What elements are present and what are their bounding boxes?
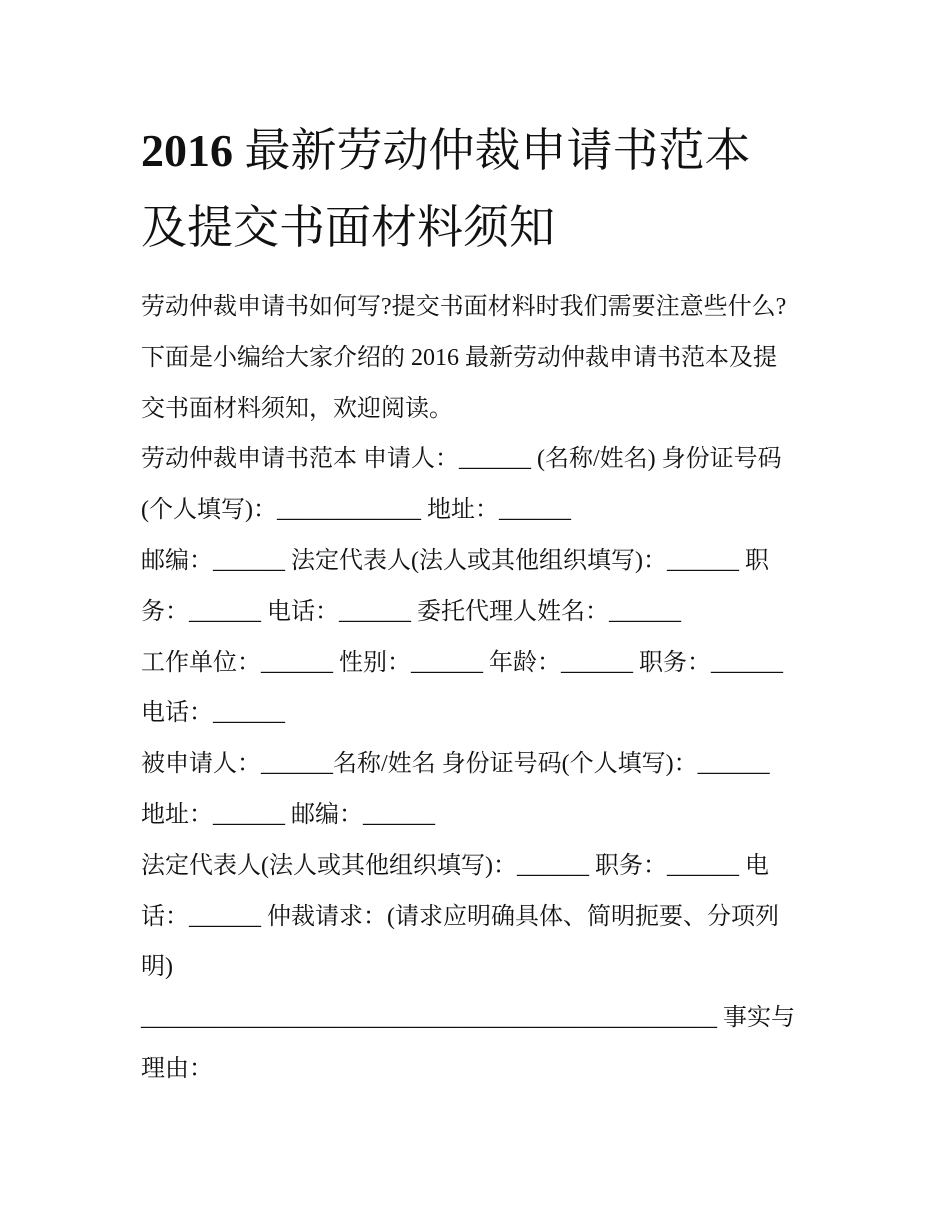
intro-line: 交书面材料须知，欢迎阅读。 (141, 395, 453, 422)
document-title (141, 112, 751, 266)
form-line: 话：______ 仲裁请求：(请求应明确具体、简明扼要、分项列 (141, 903, 779, 930)
form-line: 务：______ 电话：______ 委托代理人姓名：______ (141, 598, 681, 625)
form-line: 地址：______ 邮编：______ (141, 801, 435, 828)
form-line: (个人填写)：____________ 地址：______ (141, 497, 571, 524)
form-line: 明) (141, 954, 173, 981)
intro-line: 劳动仲裁申请书如何写?提交书面材料时我们需要注意些什么? (141, 294, 787, 320)
form-line: 劳动仲裁申请书范本 申请人：______ (名称/姓名) 身份证号码 (141, 446, 782, 473)
form-line: 被申请人：______名称/姓名 身份证号码(个人填写)：______ (141, 751, 770, 778)
form-line: 理由： (141, 1055, 213, 1082)
title-line-2: 及提交书面材料须知 (141, 202, 555, 253)
form-line: ________________________________________________ 事实与 (141, 1005, 795, 1032)
form-line: 邮编：______ 法定代表人(法人或其他组织填写)：______ 职 (141, 547, 769, 574)
form-line: 工作单位：______ 性别：______ 年龄：______ 职务：______ (141, 649, 783, 676)
form-line: 法定代表人(法人或其他组织填写)：______ 职务：______ 电 (141, 852, 769, 879)
form-line: 电话：______ (141, 700, 285, 727)
title-line-1 (141, 112, 751, 189)
document-body (141, 282, 821, 1095)
intro-line: 下面是小编给大家介绍的 2016 最新劳动仲裁申请书范本及提 (141, 344, 777, 371)
title-year: 2016 (141, 125, 233, 176)
title-text: 最新劳动仲裁申请书范本 (233, 125, 751, 176)
